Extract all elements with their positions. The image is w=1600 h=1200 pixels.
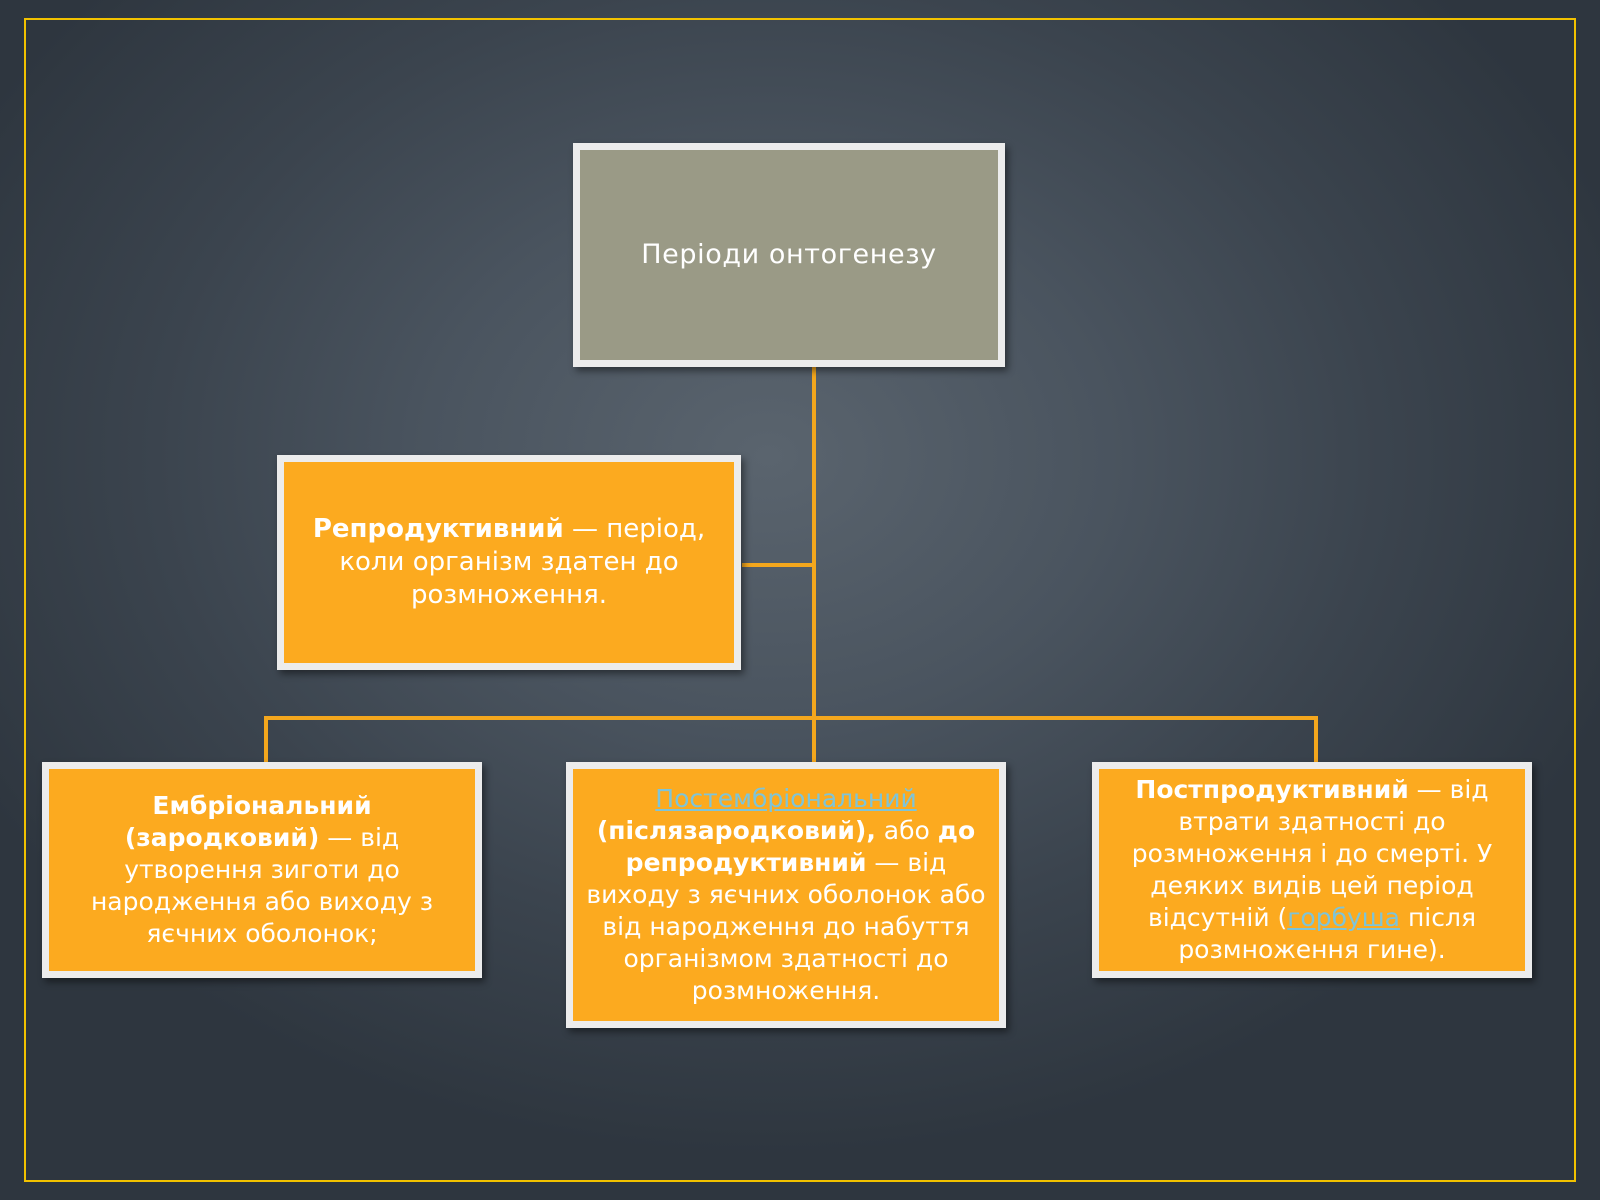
node-reproductive[interactable] xyxy=(277,455,741,670)
node-reproductive-text xyxy=(284,509,734,617)
node-reproductive-term: Репродуктивний xyxy=(312,513,564,544)
node-embryonic-text xyxy=(49,786,475,954)
connector-postreproductive-vertical xyxy=(1314,716,1318,764)
node-root-label: Періоди онтогенезу xyxy=(641,238,937,270)
node-postreproductive-term: Постпродуктивний xyxy=(1135,775,1409,804)
node-postembryonic-conjunction: або xyxy=(875,816,938,845)
node-postreproductive-desc-before: — від втрати здатності до розмноження і до смерті. У деяких видів цей період відсутній ( xyxy=(1131,775,1493,932)
node-periods-of-ontogenesis[interactable] xyxy=(573,143,1005,367)
node-postembryonic[interactable] xyxy=(566,762,1006,1028)
gorbusha-link[interactable]: горбуша xyxy=(1287,903,1400,932)
node-postembryonic-term-1: (післязародковий), xyxy=(596,816,876,845)
node-postreproductive-text xyxy=(1099,770,1525,970)
node-postembryonic-desc: — від виходу з яєчних оболонок або від народження до набуття організмом здатності до розмноження. xyxy=(586,848,986,1005)
node-embryonic-desc: — від утворення зиготи до народження або виходу з яєчних оболонок; xyxy=(90,823,434,948)
node-reproductive-desc: — період, коли організм здатен до розмноження. xyxy=(339,513,706,611)
node-postreproductive-desc-after: після розмноження гине). xyxy=(1178,903,1477,964)
connector-reproductive-horizontal xyxy=(742,563,816,567)
node-embryonic[interactable] xyxy=(42,762,482,978)
postembryonic-link[interactable]: Постембріональний xyxy=(655,784,917,813)
connector-bottom-horizontal xyxy=(264,716,1318,720)
node-postembryonic-term-2: до репродуктивний xyxy=(625,816,976,877)
connector-embryonic-vertical xyxy=(264,716,268,764)
node-postembryonic-text xyxy=(573,779,999,1011)
node-embryonic-term: Ембріональний (зародковий) xyxy=(124,791,372,852)
node-postreproductive[interactable] xyxy=(1092,762,1532,978)
